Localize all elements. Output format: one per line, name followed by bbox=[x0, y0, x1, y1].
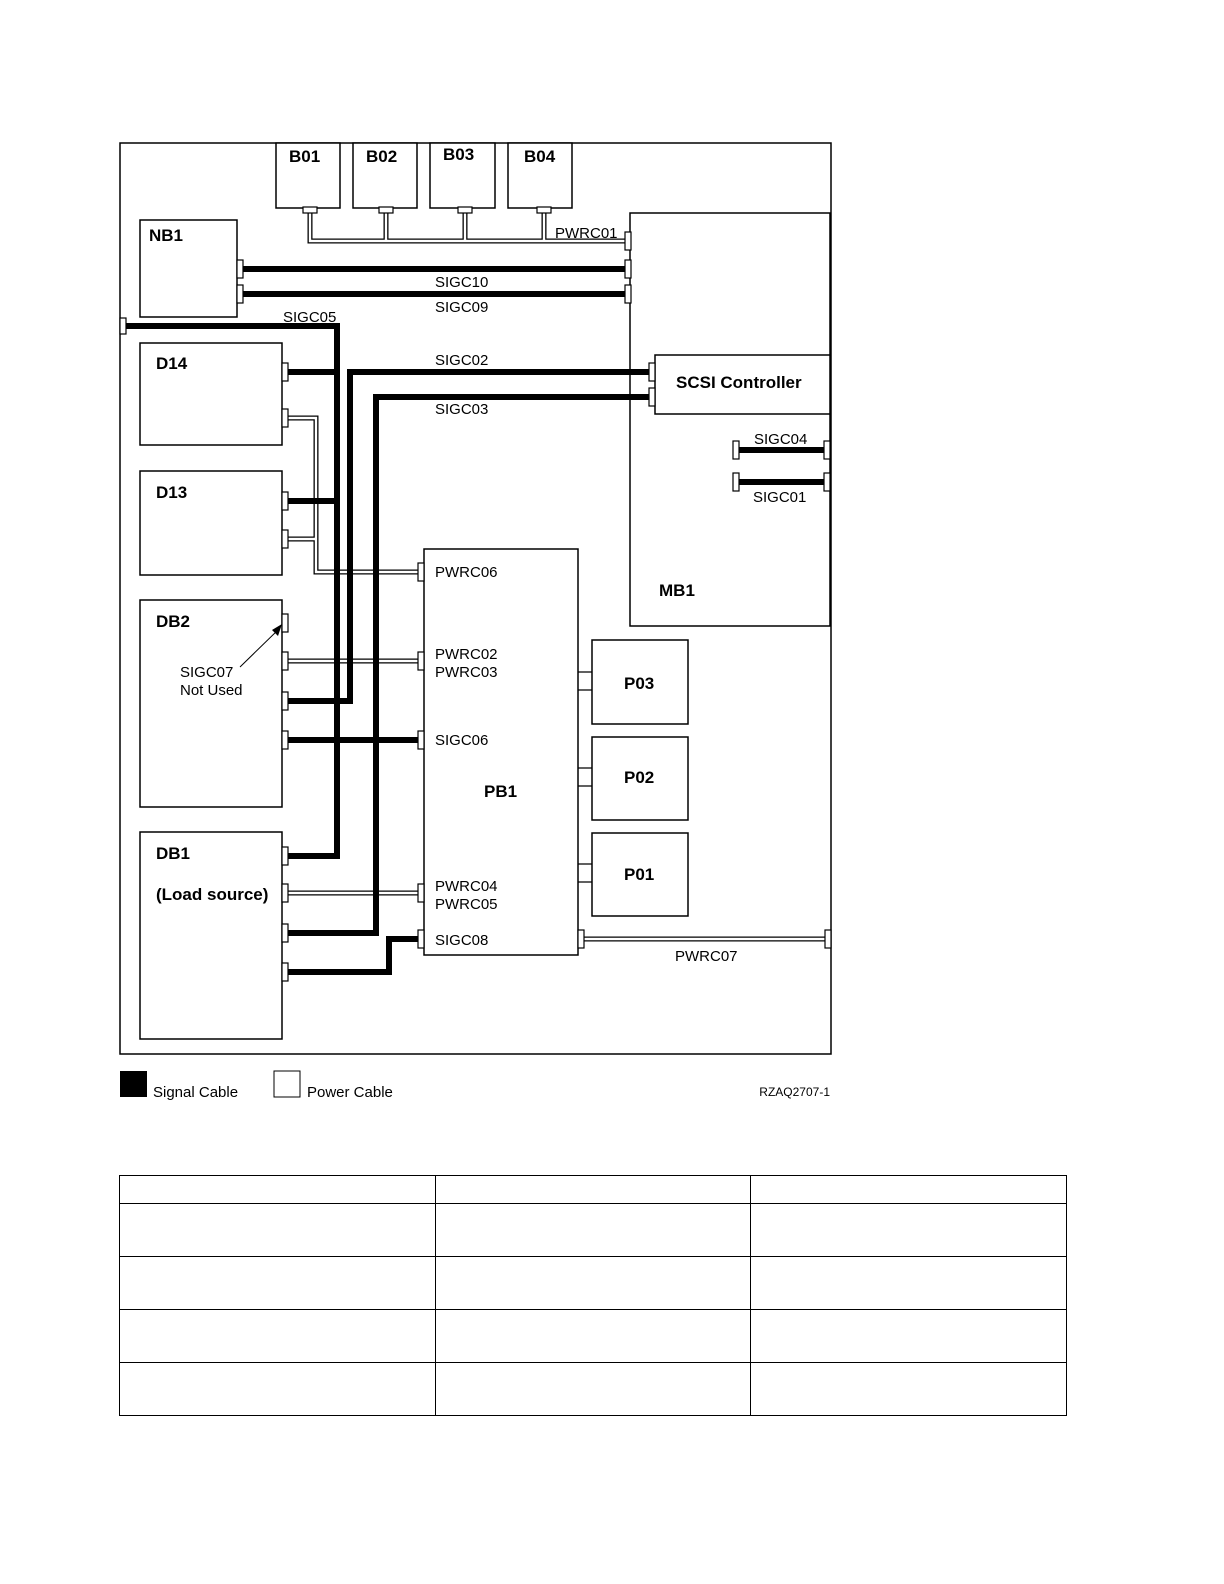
signal-cable-swatch bbox=[120, 1071, 147, 1097]
table-cell bbox=[120, 1204, 436, 1257]
sigc04-label: SIGC04 bbox=[754, 431, 808, 448]
power-cable-swatch bbox=[274, 1071, 300, 1097]
mb1-board bbox=[630, 213, 830, 626]
b03-label: B03 bbox=[443, 145, 475, 164]
p01-label: P01 bbox=[624, 865, 655, 884]
p03-unit bbox=[592, 640, 688, 724]
table-cell bbox=[435, 1176, 751, 1204]
table-cell bbox=[120, 1363, 436, 1416]
scsi-controller-label: SCSI Controller bbox=[676, 373, 802, 392]
table-cell bbox=[751, 1310, 1067, 1363]
unit-b01 bbox=[276, 143, 340, 208]
pwrc03-label: PWRC03 bbox=[435, 664, 498, 681]
db1-label: DB1 bbox=[156, 844, 191, 863]
d13-unit bbox=[140, 471, 282, 575]
power-cable-legend-label: Power Cable bbox=[307, 1084, 393, 1101]
table-cell bbox=[435, 1204, 751, 1257]
table-row bbox=[120, 1204, 1067, 1257]
pb1-label: PB1 bbox=[484, 782, 518, 801]
pwrc01-label: PWRC01 bbox=[555, 225, 618, 242]
sigc02-label: SIGC02 bbox=[435, 352, 489, 369]
table-cell bbox=[120, 1257, 436, 1310]
table-row bbox=[120, 1310, 1067, 1363]
b01-label: B01 bbox=[289, 147, 321, 166]
pwrc07-label: PWRC07 bbox=[675, 948, 738, 965]
table-row bbox=[120, 1257, 1067, 1310]
db1-unit bbox=[140, 832, 282, 1039]
sigc08-label: SIGC08 bbox=[435, 932, 489, 949]
d13-label: D13 bbox=[156, 483, 188, 502]
sigc07-label: SIGC07 bbox=[180, 664, 234, 681]
sigc07-note: Not Used bbox=[180, 682, 243, 699]
pwrc06-label: PWRC06 bbox=[435, 564, 498, 581]
pwrc05-label: PWRC05 bbox=[435, 896, 498, 913]
d14-unit bbox=[140, 343, 282, 445]
figure-id: RZAQ2707-1 bbox=[759, 1085, 830, 1099]
nb1-label: NB1 bbox=[149, 226, 184, 245]
nb1-unit bbox=[140, 220, 237, 317]
scsi-controller bbox=[655, 355, 830, 414]
table-cell bbox=[751, 1363, 1067, 1416]
sigc01-label: SIGC01 bbox=[753, 489, 807, 506]
table-cell bbox=[120, 1310, 436, 1363]
sigc03-label: SIGC03 bbox=[435, 401, 489, 418]
unit-b03 bbox=[430, 143, 495, 208]
mb1-label: MB1 bbox=[659, 581, 695, 600]
table-cell bbox=[435, 1363, 751, 1416]
b04-label: B04 bbox=[524, 147, 556, 166]
p03-label: P03 bbox=[624, 674, 655, 693]
sigc09-label: SIGC09 bbox=[435, 299, 489, 316]
table-header-row bbox=[120, 1176, 1067, 1204]
pwrc04-label: PWRC04 bbox=[435, 878, 498, 895]
d14-label: D14 bbox=[156, 354, 188, 373]
table-cell bbox=[120, 1176, 436, 1204]
table-cell bbox=[435, 1257, 751, 1310]
table-cell bbox=[751, 1204, 1067, 1257]
unit-b02 bbox=[353, 143, 417, 208]
b02-label: B02 bbox=[366, 147, 398, 166]
signal-cable-legend-label: Signal Cable bbox=[153, 1084, 239, 1101]
db2-unit bbox=[140, 600, 282, 807]
db1-note: (Load source) bbox=[156, 885, 269, 904]
p01-unit bbox=[592, 833, 688, 916]
p02-unit bbox=[592, 737, 688, 820]
sigc10-label: SIGC10 bbox=[435, 274, 489, 291]
unit-b04 bbox=[508, 143, 572, 208]
table-cell bbox=[751, 1176, 1067, 1204]
pwrc02-label: PWRC02 bbox=[435, 646, 498, 663]
sigc06-label: SIGC06 bbox=[435, 732, 489, 749]
table-row bbox=[120, 1363, 1067, 1416]
db2-label: DB2 bbox=[156, 612, 191, 631]
legend bbox=[120, 1071, 830, 1101]
table-cell bbox=[435, 1310, 751, 1363]
sigc05-label: SIGC05 bbox=[283, 309, 337, 326]
table-cell bbox=[751, 1257, 1067, 1310]
p02-label: P02 bbox=[624, 768, 655, 787]
parts-table bbox=[119, 1175, 1067, 1416]
